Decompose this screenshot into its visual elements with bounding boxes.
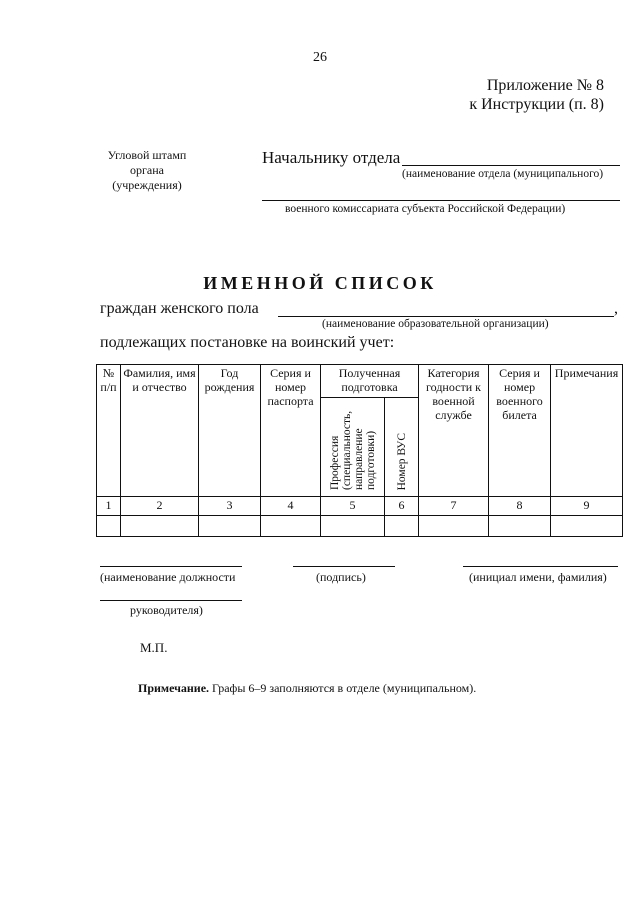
table-row	[97, 516, 623, 537]
header-birth-year: Год рождения	[199, 365, 261, 497]
name-blank-line	[463, 566, 618, 567]
table-cell	[385, 516, 419, 537]
header-profession-text: Профессия (специальность, направление подготовки)	[328, 410, 377, 490]
stamp-line-3: (учреждения)	[112, 178, 182, 192]
signature-hint: (подпись)	[316, 570, 366, 584]
seal-placeholder: М.П.	[140, 640, 168, 655]
table-cell	[121, 516, 199, 537]
named-list-table	[96, 364, 623, 537]
name-hint: (инициал имени, фамилия)	[469, 570, 607, 584]
table-cell	[419, 516, 489, 537]
table-cell	[97, 516, 121, 537]
page-number: 26	[313, 50, 327, 65]
corner-stamp	[92, 148, 202, 193]
appendix-instruction: к Инструкции (п. 8)	[469, 96, 604, 113]
appendix-reference	[469, 76, 604, 114]
column-number: 1	[97, 497, 121, 516]
header-remarks: Примечания	[551, 365, 623, 497]
intro-line-2: подлежащих постановке на воинский учет:	[100, 334, 395, 351]
table-cell	[199, 516, 261, 537]
footnote-label: Примечание.	[138, 681, 210, 695]
header-number: № п/п	[97, 365, 121, 497]
header-profession	[321, 398, 385, 497]
column-number-row	[97, 497, 623, 516]
organization-hint: (наименование образовательной организации)	[322, 318, 549, 330]
intro-comma: ,	[614, 300, 618, 317]
header-vus-text: Номер ВУС	[395, 432, 408, 490]
addressee-label: Начальнику отдела	[262, 148, 401, 167]
table-cell	[551, 516, 623, 537]
position-hint: (наименование должности	[100, 570, 236, 584]
header-fitness-category: Категория годности к военной службе	[419, 365, 489, 497]
table-cell	[489, 516, 551, 537]
header-vus	[385, 398, 419, 497]
addressee-hint-1: (наименование отдела (муниципального)	[402, 168, 604, 180]
header-passport: Серия и номер паспорта	[261, 365, 321, 497]
position-hint-2: руководителя)	[130, 603, 203, 617]
document-title: ИМЕННОЙ СПИСОК	[203, 273, 437, 293]
column-number: 8	[489, 497, 551, 516]
column-number: 6	[385, 497, 419, 516]
header-training-group: Полученная подготовка	[321, 365, 419, 398]
addressee-blank-line	[402, 165, 620, 166]
footnote	[138, 681, 476, 696]
addressee-blank-line-2	[262, 200, 620, 201]
column-number: 5	[321, 497, 385, 516]
column-number: 4	[261, 497, 321, 516]
column-number: 7	[419, 497, 489, 516]
position-blank-line	[100, 566, 242, 567]
stamp-line-1: Угловой штамп	[107, 148, 187, 162]
addressee-hint-2: военного комиссариата субъекта Российской Федерации)	[285, 203, 566, 215]
column-number: 9	[551, 497, 623, 516]
position-blank-line-2	[100, 600, 242, 601]
table-cell	[321, 516, 385, 537]
table-header-row	[97, 365, 623, 398]
stamp-line-2: органа	[130, 163, 164, 177]
header-military-id: Серия и номер военного билета	[489, 365, 551, 497]
column-number: 3	[199, 497, 261, 516]
organization-blank-line	[278, 316, 614, 317]
header-full-name: Фамилия, имя и отчество	[121, 365, 199, 497]
footnote-text: Графы 6–9 заполняются в отделе (муниципальном).	[212, 681, 477, 695]
intro-line-1: граждан женского пола	[100, 300, 259, 317]
column-number: 2	[121, 497, 199, 516]
appendix-title: Приложение № 8	[486, 77, 604, 94]
signature-blank-line	[293, 566, 395, 567]
table-cell	[261, 516, 321, 537]
